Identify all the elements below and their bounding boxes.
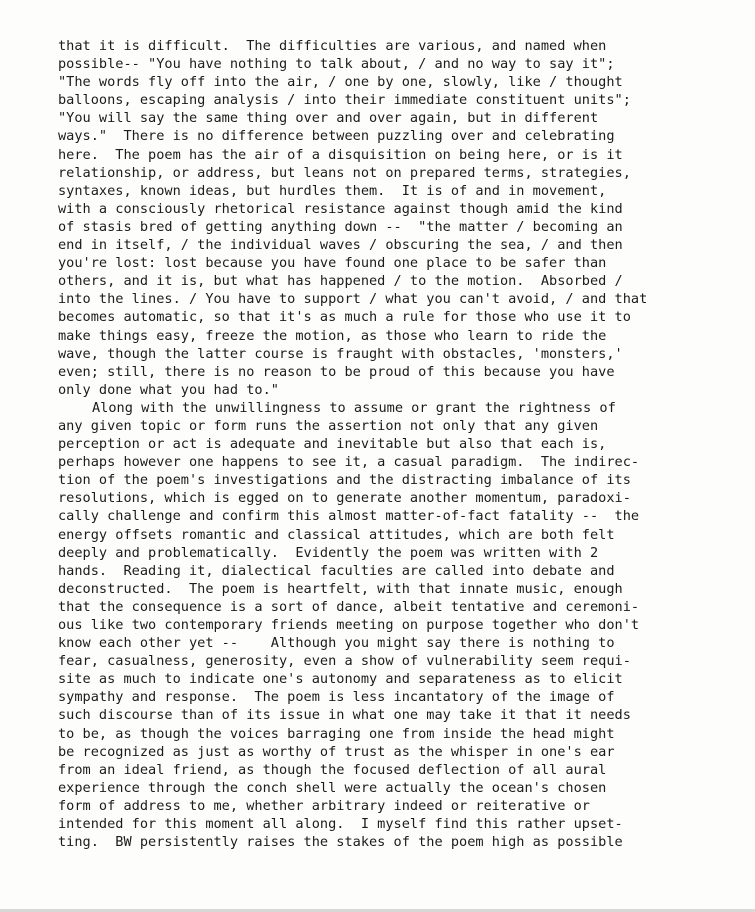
text-line: fear, casualness, generosity, even a show of vulnerability seem requi- [58, 653, 631, 670]
text-line: "The words fly off into the air, / one by one, slowly, like / thought [58, 74, 623, 91]
text-line: tion of the poem's investigations and the distracting imbalance of its [58, 472, 631, 489]
text-line: hands. Reading it, dialectical faculties are called into debate and [58, 562, 615, 579]
paragraph-first-line: Along with the unwillingness to assume or grant the rightness of [92, 399, 616, 416]
text-line: even; still, there is no reason to be proud of this because you have [58, 363, 615, 380]
text-line: others, and it is, but what has happened / to the motion. Absorbed / [58, 273, 623, 290]
text-line: end in itself, / the individual waves / obscuring the sea, / and then [58, 237, 623, 254]
text-line: site as much to indicate one's autonomy and separateness as to elicit [58, 671, 623, 688]
text-line: of stasis bred of getting anything down -- "the matter / becoming an [58, 218, 623, 235]
text-line: possible-- "You have nothing to talk about, / and no way to say it"; [58, 56, 615, 73]
text-line: you're lost: lost because you have found one place to be safer than [58, 255, 607, 272]
text-line: with a consciously rhetorical resistance against though amid the kind [58, 200, 623, 217]
text-line: syntaxes, known ideas, but hurdles them. It is of and in movement, [58, 182, 607, 199]
text-line: perception or act is adequate and inevitable but also that each is, [58, 436, 607, 453]
text-line: form of address to me, whether arbitrary indeed or reiterative or [58, 797, 590, 814]
text-line: make things easy, freeze the motion, as those who learn to ride the [58, 327, 607, 344]
text-line: experience through the conch shell were actually the ocean's chosen [58, 779, 607, 796]
text-line: such discourse than of its issue in what one may take it that it needs [58, 707, 631, 724]
text-line: ways." There is no difference between puzzling over and celebrating [58, 128, 615, 145]
text-line: sympathy and response. The poem is less incantatory of the image of [58, 689, 615, 706]
text-line: any given topic or form runs the assertion not only that any given [58, 417, 599, 434]
text-line: deeply and problematically. Evidently the poem was written with 2 [58, 544, 599, 561]
text-line: only done what you had to." [58, 381, 279, 398]
text-line: that it is difficult. The difficulties are various, and named when [58, 38, 607, 54]
text-line: becomes automatic, so that it's as much a rule for those who use it to [58, 309, 631, 326]
text-line: balloons, escaping analysis / into their immediate constituent units"; [58, 92, 631, 109]
text-line: here. The poem has the air of a disquisition on being here, or is it [58, 146, 623, 163]
text-line: into the lines. / You have to support / what you can't avoid, / and that [58, 291, 648, 308]
text-line: wave, though the latter course is fraught with obstacles, 'monsters,' [58, 345, 623, 362]
text-line: resolutions, which is egged on to generate another momentum, paradoxi- [58, 490, 631, 507]
text-line: cally challenge and confirm this almost matter-of-fact fatality -- the [58, 508, 640, 525]
text-line: ting. BW persistently raises the stakes of the poem high as possible [58, 834, 623, 851]
text-line: relationship, or address, but leans not on prepared terms, strategies, [58, 164, 631, 181]
text-line: ous like two contemporary friends meeting on purpose together who don't [58, 617, 640, 633]
text-line: to be, as though the voices barraging one from inside the head might [58, 725, 615, 742]
text-line: be recognized as just as worthy of trust as the whisper in one's ear [58, 743, 615, 760]
body-text [58, 37, 708, 851]
text-line: from an ideal friend, as though the focused deflection of all aural [58, 761, 607, 778]
text-line: know each other yet -- Although you might say there is nothing to [58, 635, 615, 652]
text-line: deconstructed. The poem is heartfelt, with that innate music, enough [58, 580, 623, 597]
text-line: energy offsets romantic and classical attitudes, which are both felt [58, 526, 615, 543]
text-line: perhaps however one happens to see it, a casual paradigm. The indirec- [58, 454, 640, 471]
text-line: "You will say the same thing over and over again, but in different [58, 110, 599, 127]
text-line: that the consequence is a sort of dance, albeit tentative and ceremoni- [58, 598, 640, 615]
text-line: intended for this moment all along. I myself find this rather upset- [58, 816, 623, 833]
